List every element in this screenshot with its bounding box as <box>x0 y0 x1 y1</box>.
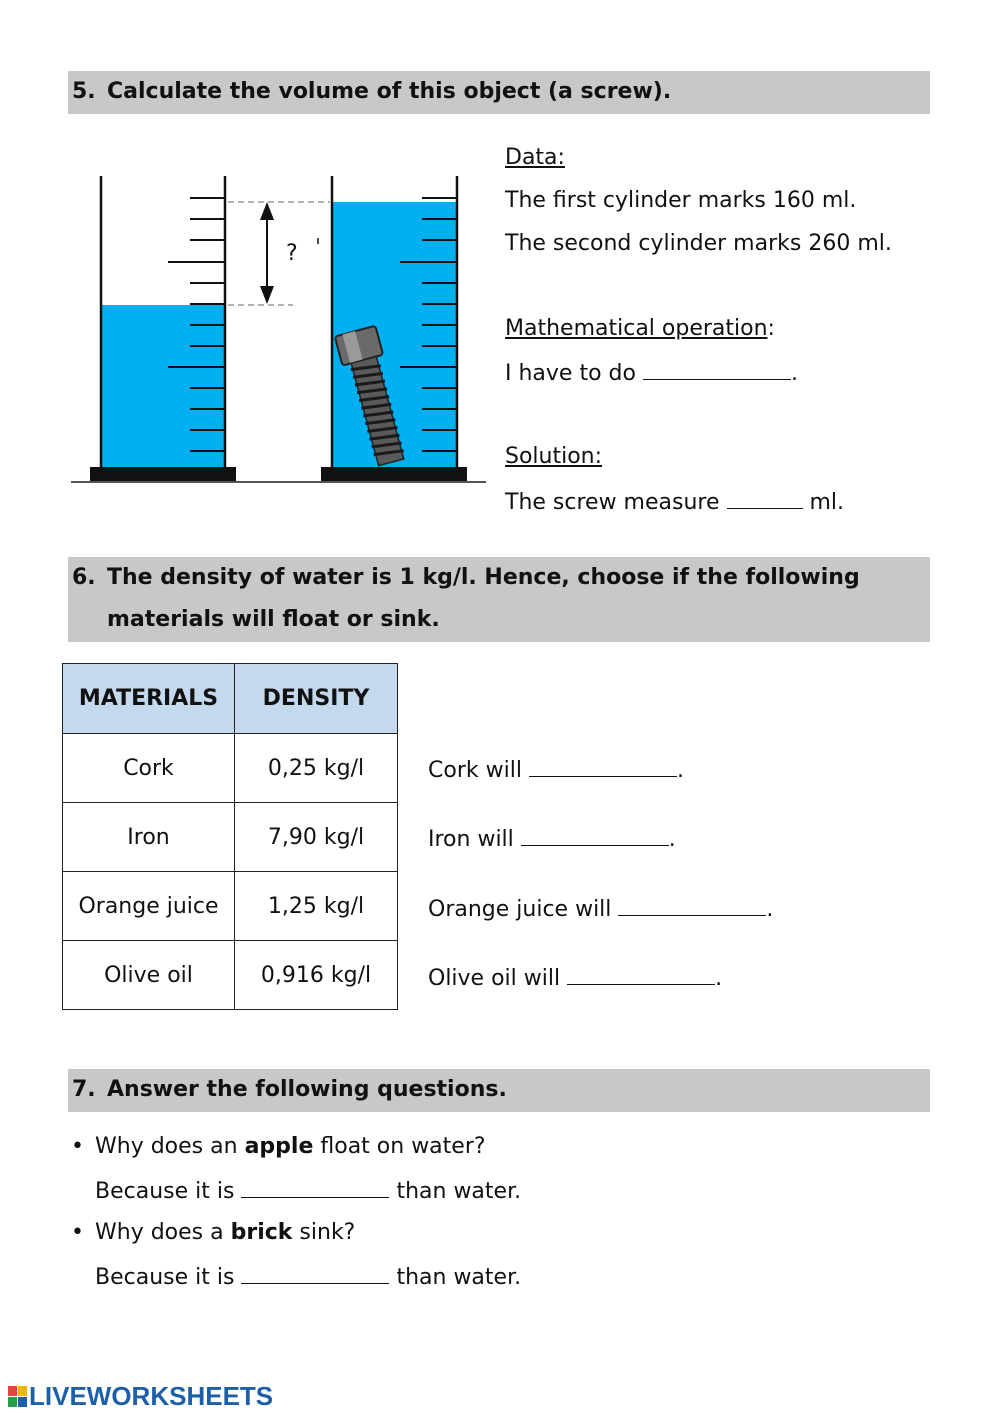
header-density: DENSITY <box>235 664 398 734</box>
question-apple-bold: apple <box>244 1134 314 1159</box>
q5-heading <box>68 71 930 114</box>
header-materials: MATERIALS <box>63 664 235 734</box>
cork-answer-blank[interactable] <box>529 756 677 777</box>
q6-heading <box>68 557 930 642</box>
density-cell: 7,90 kg/l <box>235 803 398 872</box>
math-answer-blank[interactable] <box>643 359 791 380</box>
q6-title-line-2: materials will float or sink. <box>107 607 440 632</box>
olive-oil-prompt: Olive oil will <box>428 966 561 991</box>
olive-oil-answer-line <box>428 964 722 991</box>
question-apple-pre: Why does an <box>95 1134 238 1159</box>
material-cell: Orange juice <box>63 872 235 941</box>
apple-answer-blank[interactable] <box>241 1177 389 1198</box>
table-header-row <box>63 664 398 734</box>
solution-line <box>505 488 844 515</box>
liveworksheets-logo-icon <box>8 1386 28 1408</box>
solution-prefix: The screw measure <box>505 490 720 515</box>
answer-brick <box>95 1263 521 1290</box>
cylinders-diagram <box>68 170 488 490</box>
material-cell: Olive oil <box>63 941 235 1010</box>
density-cell: 0,916 kg/l <box>235 941 398 1010</box>
orange-juice-end: . <box>766 897 774 922</box>
density-cell: 1,25 kg/l <box>235 872 398 941</box>
answer-apple-pre: Because it is <box>95 1179 235 1204</box>
math-line-prefix: I have to do <box>505 361 636 386</box>
table-row <box>63 941 398 1010</box>
data-heading: Data: <box>505 145 565 170</box>
orange-juice-answer-blank[interactable] <box>618 895 766 916</box>
question-brick-pre: Why does a <box>95 1220 224 1245</box>
math-heading-row <box>505 316 775 341</box>
answer-apple <box>95 1177 521 1204</box>
cork-end: . <box>676 758 684 783</box>
material-cell: Cork <box>63 734 235 803</box>
olive-oil-answer-blank[interactable] <box>567 964 715 985</box>
iron-end: . <box>668 827 676 852</box>
cork-answer-line <box>428 756 684 783</box>
iron-answer-line <box>428 825 676 852</box>
q6-title-line-1: The density of water is 1 kg/l. Hence, choose if the following <box>107 565 860 590</box>
question-mark-label: ? <box>286 241 298 266</box>
density-table <box>62 663 398 1010</box>
iron-answer-blank[interactable] <box>521 825 669 846</box>
q7-heading <box>68 1069 930 1112</box>
question-brick-bold: brick <box>230 1220 293 1245</box>
question-brick <box>95 1220 355 1245</box>
table-row <box>63 803 398 872</box>
q7-number: 7. <box>72 1077 96 1102</box>
cylinder-1 <box>90 176 236 481</box>
table-row <box>63 734 398 803</box>
answer-brick-pre: Because it is <box>95 1265 235 1290</box>
table-row <box>63 872 398 941</box>
data-line-1: The first cylinder marks 160 ml. <box>505 188 857 213</box>
math-colon: : <box>767 316 775 341</box>
brick-answer-blank[interactable] <box>241 1263 389 1284</box>
liveworksheets-logo <box>8 1381 273 1412</box>
data-line-2: The second cylinder marks 260 ml. <box>505 231 892 256</box>
q6-number: 6. <box>72 565 96 590</box>
bullet-icon: • <box>71 1134 84 1159</box>
q7-title: Answer the following questions. <box>107 1077 507 1102</box>
material-cell: Iron <box>63 803 235 872</box>
math-line-suffix: . <box>790 361 798 386</box>
question-brick-post: sink? <box>299 1220 356 1245</box>
q5-title: Calculate the volume of this object (a screw). <box>107 79 672 104</box>
density-cell: 0,25 kg/l <box>235 734 398 803</box>
orange-juice-answer-line <box>428 895 773 922</box>
math-line <box>505 359 798 386</box>
iron-prompt: Iron will <box>428 827 514 852</box>
cylinder-2 <box>321 176 467 481</box>
volume-arrow-icon <box>260 202 274 304</box>
answer-brick-post: than water. <box>396 1265 522 1290</box>
cork-prompt: Cork will <box>428 758 522 783</box>
solution-heading: Solution: <box>505 444 603 469</box>
question-apple-post: float on water? <box>320 1134 486 1159</box>
answer-apple-post: than water. <box>396 1179 522 1204</box>
olive-oil-end: . <box>715 966 723 991</box>
q5-number: 5. <box>72 79 96 104</box>
question-apple <box>95 1134 486 1159</box>
solution-suffix: ml. <box>809 490 845 515</box>
math-heading: Mathematical operation <box>505 316 768 341</box>
liveworksheets-brand: LIVEWORKSHEETS <box>29 1381 274 1411</box>
orange-juice-prompt: Orange juice will <box>428 897 612 922</box>
solution-answer-blank[interactable] <box>727 488 803 509</box>
bullet-icon: • <box>71 1220 84 1245</box>
